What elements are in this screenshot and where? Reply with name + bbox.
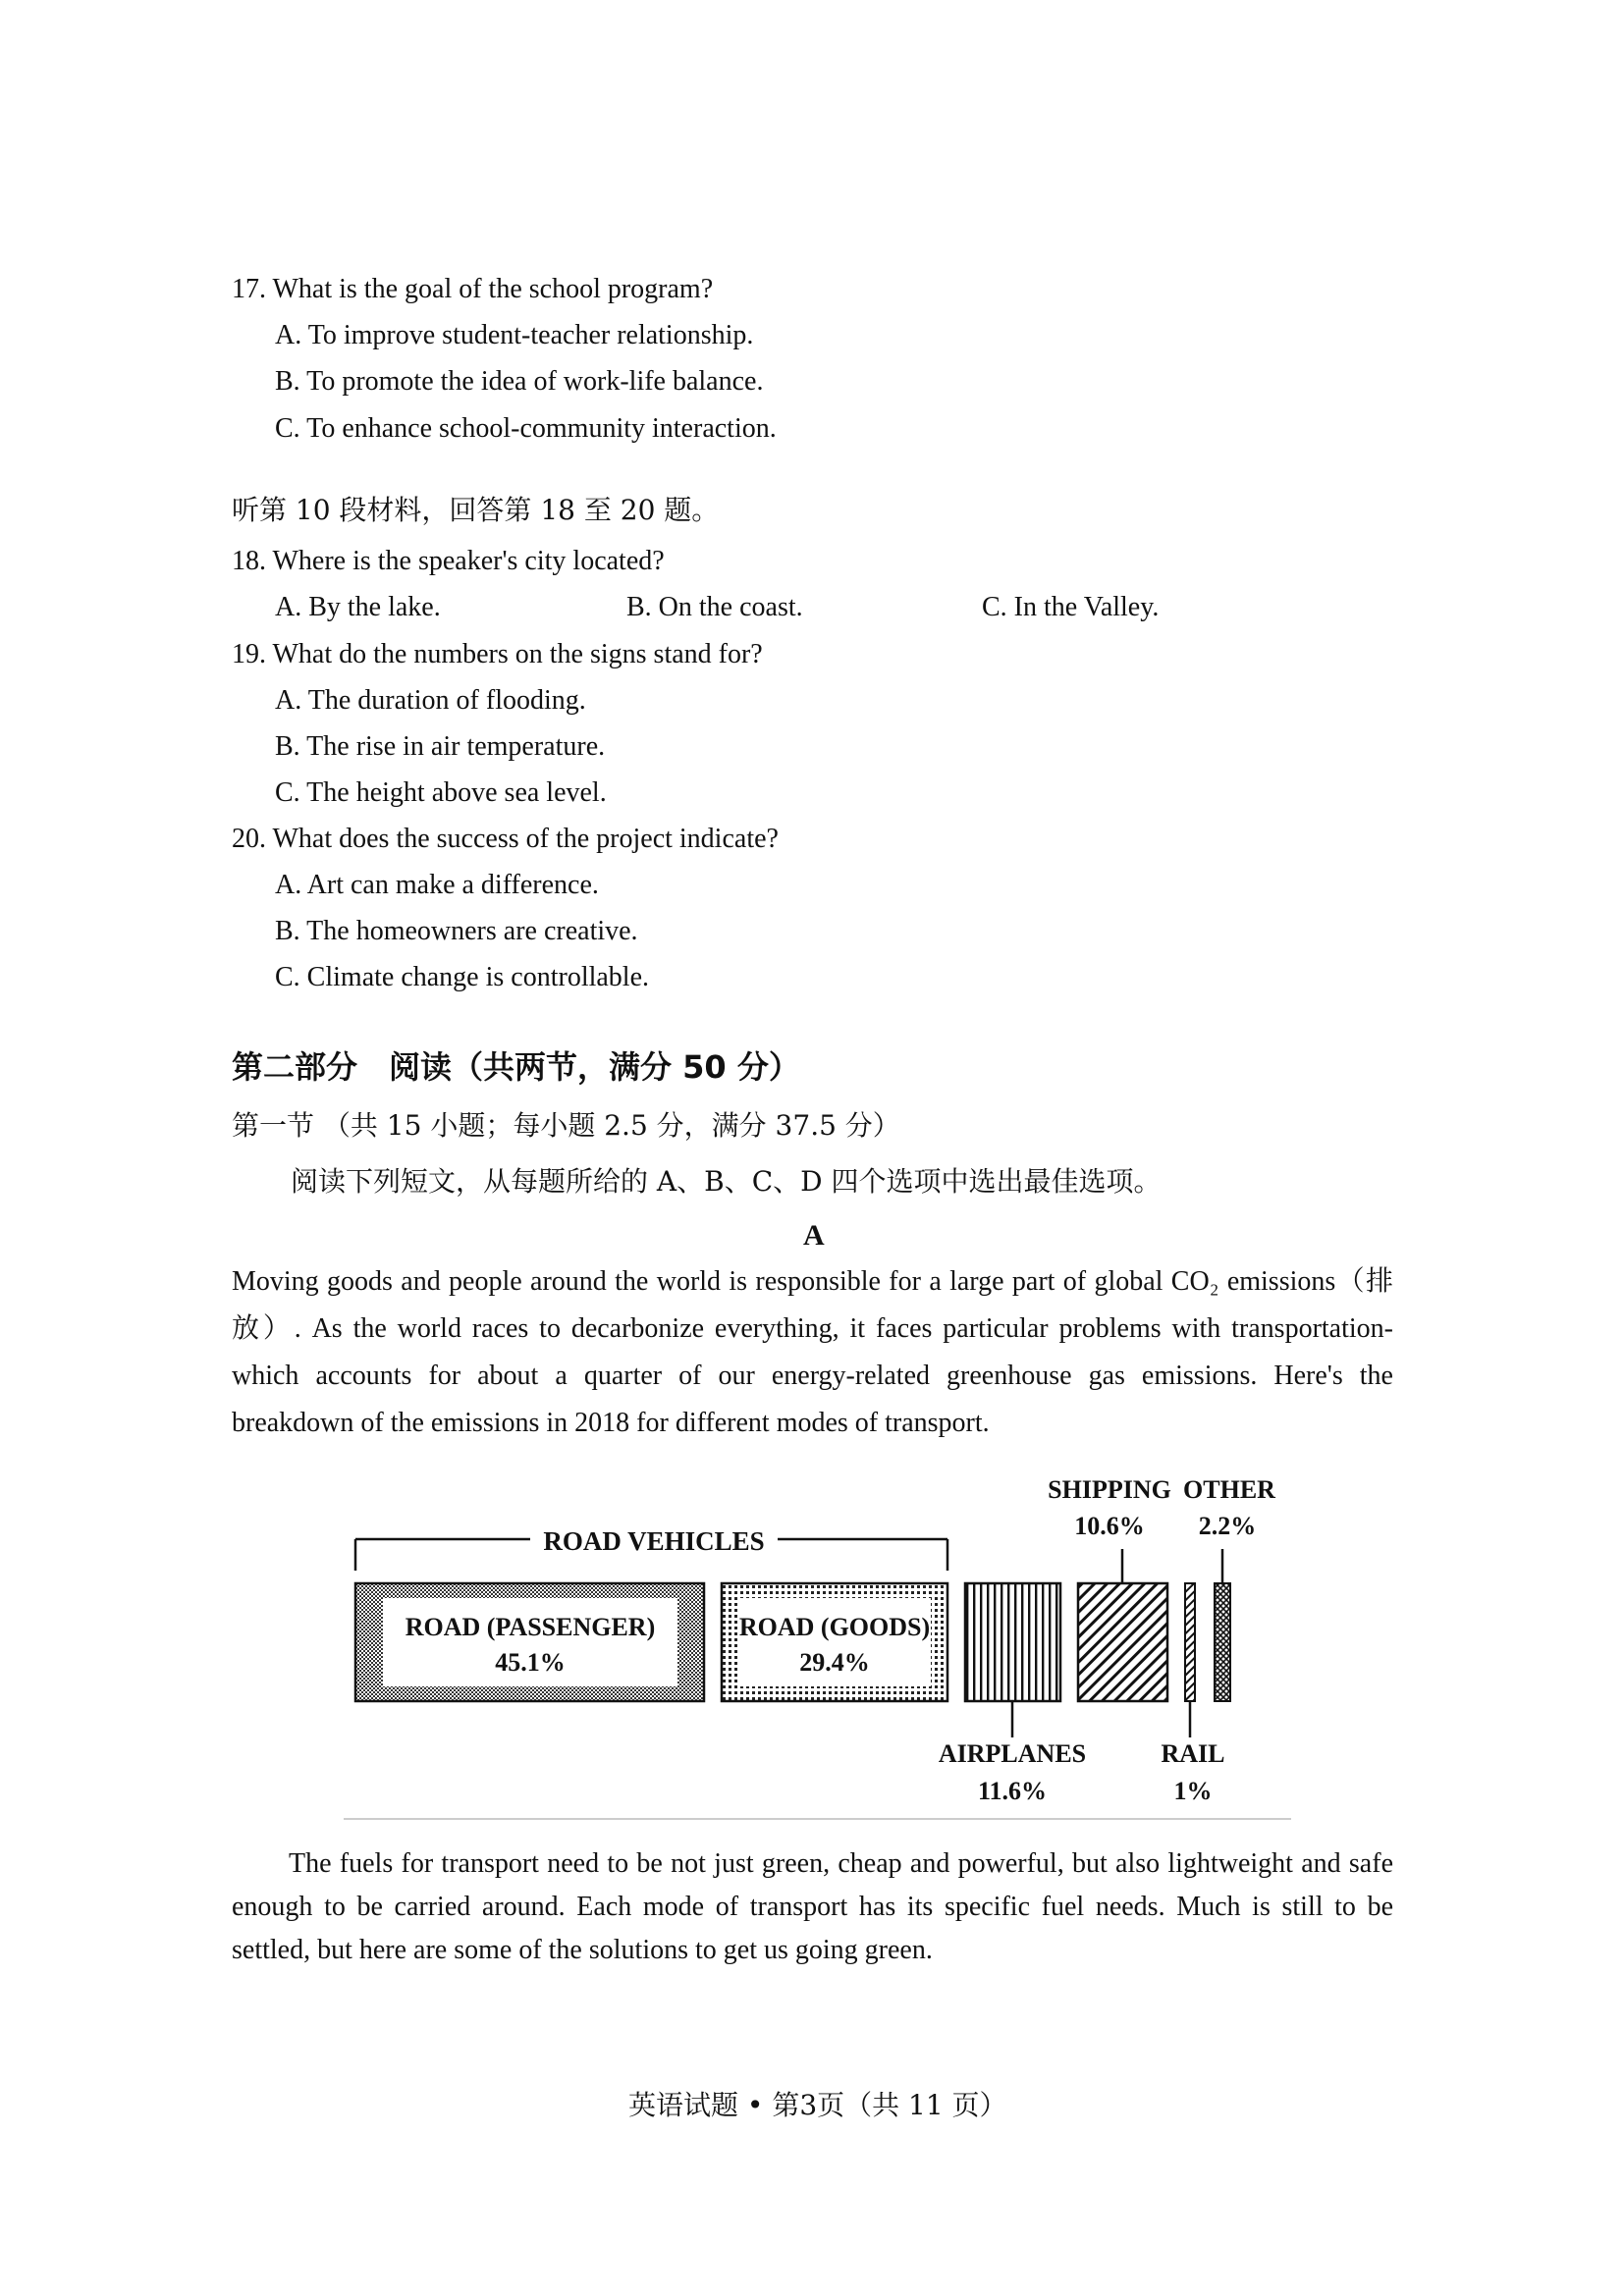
value-road-passenger: 45.1%	[495, 1648, 566, 1677]
q20-option-a: A. Art can make a difference.	[275, 870, 599, 900]
value-other: 2.2%	[1198, 1512, 1257, 1540]
value-shipping: 10.6%	[1074, 1512, 1145, 1540]
emissions-chart	[334, 1468, 1296, 1831]
passage-letter: A	[803, 1219, 825, 1252]
q17-option-a: A. To improve student-teacher relationship.	[275, 320, 754, 350]
passage-paragraph-2: The fuels for transport need to be not just green, cheap and powerful, but also lightweight and safe enough to be carried around. Each mode of transport has its specific fuel needs. Much is still to be settled, but here are some of the solutions to get us going green.	[232, 1848, 1393, 1965]
label-road-passenger: ROAD (PASSENGER)	[405, 1613, 656, 1641]
q18-option-b: B. On the coast.	[626, 592, 803, 622]
q17-option-b: B. To promote the idea of work-life balance.	[275, 366, 764, 397]
value-rail: 1%	[1173, 1777, 1213, 1805]
q20-option-b: B. The homeowners are creative.	[275, 916, 638, 946]
label-airplanes: AIRPLANES	[938, 1739, 1087, 1768]
label-other: OTHER	[1183, 1475, 1275, 1504]
q18-option-c: C. In the Valley.	[982, 592, 1160, 622]
part2-instruction: 阅读下列短文，从每题所给的 A、B、C、D 四个选项中选出最佳选项。	[291, 1165, 1162, 1198]
road-vehicles-label: ROAD VEHICLES	[543, 1526, 765, 1556]
value-road-goods: 29.4%	[799, 1648, 870, 1677]
q19-option-a: A. The duration of flooding.	[275, 685, 586, 716]
bar-rail	[1185, 1583, 1195, 1701]
passage-paragraph-1: Moving goods and people around the world is responsible for a large part of global CO₂ emissions（排放）. As the world races to decarbonize everything, it faces particular problems with transportation-which accounts for about a quarter of our energy-related greenhouse gas emissions. Here's the breakdown of the emissions in 2018 for different modes of transport.	[232, 1266, 1393, 1438]
q17-option-c: C. To enhance school-community interaction.	[275, 413, 777, 444]
bar-airplanes	[965, 1583, 1060, 1701]
bar-shipping	[1078, 1583, 1167, 1701]
label-road-goods: ROAD (GOODS)	[738, 1613, 931, 1641]
page-footer: 英语试题 • 第3页（共 11 页）	[628, 2089, 1007, 2121]
q18-option-a: A. By the lake.	[275, 592, 441, 622]
q20-stem: 20. What does the success of the project indicate?	[232, 824, 779, 854]
q19-option-c: C. The height above sea level.	[275, 777, 607, 808]
q17-stem: 17. What is the goal of the school program?	[232, 274, 714, 304]
q19-stem: 19. What do the numbers on the signs stand for?	[232, 639, 763, 669]
value-airplanes: 11.6%	[977, 1777, 1048, 1805]
q18-stem: 18. Where is the speaker's city located?	[232, 546, 665, 576]
part2-heading: 第二部分 阅读（共两节，满分 50 分）	[232, 1048, 800, 1086]
part2-section1: 第一节 （共 15 小题；每小题 2.5 分，满分 37.5 分）	[232, 1109, 900, 1142]
bar-other	[1215, 1583, 1230, 1701]
label-shipping: SHIPPING	[1048, 1475, 1171, 1504]
label-rail: RAIL	[1161, 1739, 1225, 1768]
section10-intro: 听第 10 段材料，回答第 18 至 20 题。	[232, 494, 720, 526]
q20-option-c: C. Climate change is controllable.	[275, 962, 650, 992]
q19-option-b: B. The rise in air temperature.	[275, 731, 606, 762]
